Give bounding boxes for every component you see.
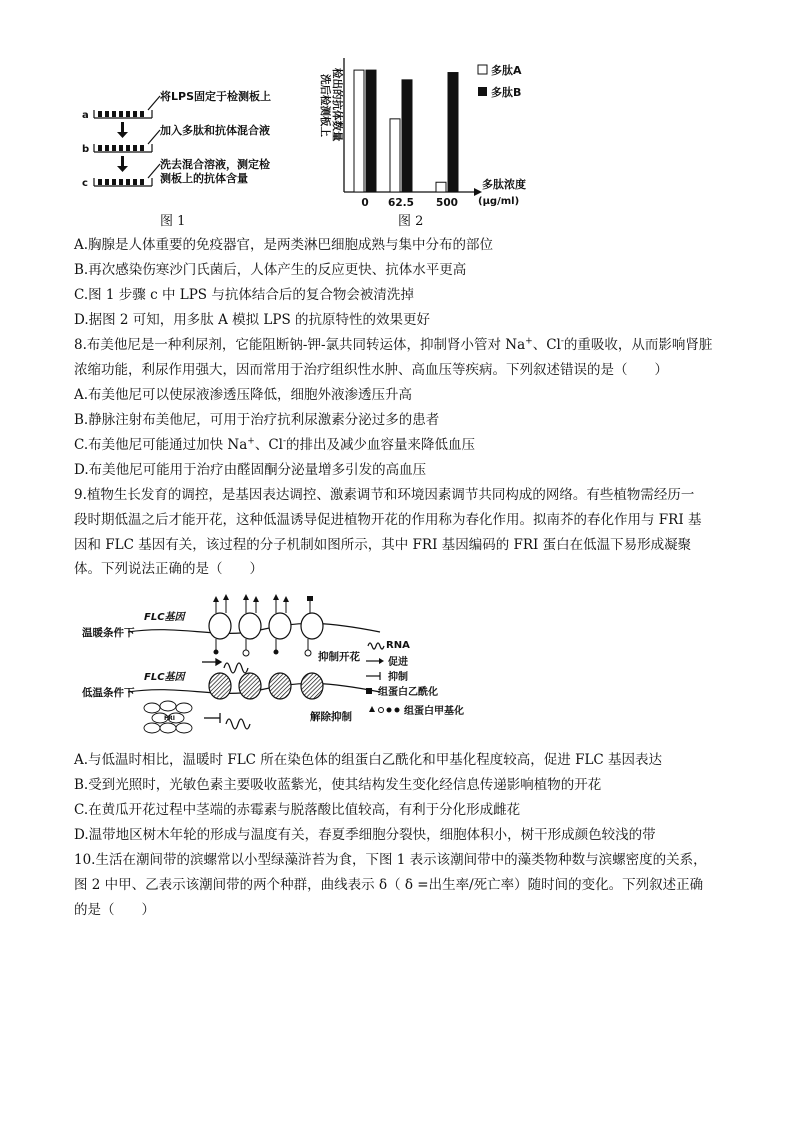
bar-a-2 bbox=[436, 182, 446, 192]
legend-rna-label: RNA bbox=[386, 640, 410, 651]
x-axis-label-line1: 多肽浓度 bbox=[482, 178, 526, 191]
q10-stem-line2: 图 2 中甲、乙表示该潮间带的两个种群，曲线表示 δ（ δ =出生率/死亡率）随时间的变化。下列叙述正确 bbox=[74, 877, 704, 893]
bar-b-2 bbox=[448, 73, 458, 192]
bar-a-0 bbox=[354, 70, 364, 192]
row-b-label: b bbox=[82, 144, 90, 155]
legend-promote-label: 促进 bbox=[388, 657, 408, 668]
q9-option-a: A.与低温时相比，温暖时 FLC 所在染色体的组蛋白乙酰化和甲基化程度较高，促进 FLC 基因表达 bbox=[74, 752, 663, 768]
x-tick-label: 62.5 bbox=[388, 197, 414, 209]
q10-stem-line3: 的是（ ） bbox=[74, 902, 155, 918]
figure-2-caption: 图 2 bbox=[398, 214, 424, 229]
row-a-label: a bbox=[82, 110, 89, 121]
fri-label: FRI bbox=[164, 715, 175, 722]
nucleosomes-cold bbox=[209, 673, 323, 699]
q9-stem-line2: 段时期低温之后才能开花，这种低温诱导促进植物开花的作用称为春化作用。拟南芥的春化作用与 FRI 基 bbox=[74, 512, 702, 528]
q8-stem-line2: 浓缩功能，利尿作用强大，因而常用于治疗组织性水肿、高血压等疾病。下列叙述错误的是（ ） bbox=[74, 362, 668, 378]
q9-stem-line4: 体。下列说法正确的是（ ） bbox=[74, 561, 263, 577]
figure-1-caption: 图 1 bbox=[160, 214, 186, 229]
q8-stem-line1: 8.布美他尼是一种利尿剂，它能阻断钠-钾-氯共同转运体，抑制肾小管对 Na+、Cl-的重吸收，从而影响肾脏 bbox=[74, 336, 713, 353]
y-axis-label-line1: 洗后检测板上 bbox=[319, 74, 331, 137]
bar-b-0 bbox=[366, 70, 376, 192]
cold-condition-label: 低温条件下 bbox=[82, 687, 135, 699]
figure-q9-vernalization-diagram bbox=[80, 588, 480, 738]
q7-option-d: D.据图 2 可知，用多肽 A 模拟 LPS 的抗原特性的效果更好 bbox=[74, 312, 431, 328]
nucleosomes-warm bbox=[209, 613, 323, 639]
q8-option-c: C.布美他尼可能通过加快 Na+、Cl-的排出及减少血容量来降低血压 bbox=[74, 436, 476, 453]
flc-gene-label-cold: FLC基因 bbox=[144, 672, 185, 683]
x-axis-label-line2: (μg/ml) bbox=[478, 196, 520, 207]
q8-option-a: A.布美他尼可以使尿液渗透压降低，细胞外液渗透压升高 bbox=[74, 387, 413, 403]
legend-label-a: 多肽A bbox=[491, 64, 522, 77]
release-inhibition-label: 解除抑制 bbox=[310, 711, 352, 723]
q9-option-b: B.受到光照时，光敏色素主要吸收蓝紫光，使其结构发生变化经信息传递影响植物的开花 bbox=[74, 777, 602, 793]
q7-option-c: C.图 1 步骤 c 中 LPS 与抗体结合后的复合物会被清洗掉 bbox=[74, 287, 414, 303]
bar-a-1 bbox=[390, 119, 400, 192]
step2-text: 加入多肽和抗体混合液 bbox=[160, 124, 270, 137]
row-c-label: c bbox=[82, 178, 88, 189]
inhibit-flowering-label: 抑制开花 bbox=[318, 651, 360, 663]
y-axis-label-line2: 检出的抗体数量 bbox=[331, 68, 343, 142]
legend-methylation-label: 组蛋白甲基化 bbox=[404, 706, 464, 717]
figure-1-lps-procedure bbox=[80, 80, 300, 200]
figure-2-bar-chart bbox=[306, 52, 556, 212]
q8-option-d: D.布美他尼可能用于治疗由醛固酮分泌量增多引发的高血压 bbox=[74, 462, 427, 478]
q9-option-c: C.在黄瓜开花过程中茎端的赤霉素与脱落酸比值较高，有利于分化形成雌花 bbox=[74, 802, 521, 818]
q9-option-d: D.温带地区树木年轮的形成与温度有关，春夏季细胞分裂快，细胞体积小，树干形成颜色较浅的带 bbox=[74, 827, 656, 843]
q9-stem-line1: 9.植物生长发育的调控，是基因表达调控、激素调节和环境因素调节共同构成的网络。有些植物需经历一 bbox=[74, 487, 695, 503]
flc-gene-label-warm: FLC基因 bbox=[144, 612, 185, 623]
q9-stem-line3: 因和 FLC 基因有关，该过程的分子机制如图所示，其中 FRI 基因编码的 FRI 蛋白在低温下易形成凝聚 bbox=[74, 537, 692, 553]
q7-option-a: A.胸腺是人体重要的免疫器官，是两类淋巴细胞成熟与集中分布的部位 bbox=[74, 237, 494, 253]
q10-stem-line1: 10.生活在潮间带的滨螺常以小型绿藻浒苔为食，下图 1 表示该潮间带中的藻类物种数与滨螺密度的关系， bbox=[74, 852, 707, 868]
legend-acetylation-label: 组蛋白乙酰化 bbox=[378, 687, 438, 698]
legend-label-b: 多肽B bbox=[491, 86, 522, 99]
step1-text: 将LPS固定于检测板上 bbox=[160, 90, 271, 103]
step3-text-line2: 测板上的抗体含量 bbox=[160, 172, 248, 185]
legend-inhibit-label: 抑制 bbox=[388, 672, 408, 683]
x-tick-label: 500 bbox=[436, 197, 458, 209]
bar-b-1 bbox=[402, 80, 412, 192]
x-tick-label: 0 bbox=[361, 197, 369, 209]
step3-text-line1: 洗去混合溶液，测定检 bbox=[160, 158, 270, 171]
q7-option-b: B.再次感染伤寒沙门氏菌后，人体产生的反应更快、抗体水平更高 bbox=[74, 262, 467, 278]
warm-condition-label: 温暖条件下 bbox=[82, 627, 135, 639]
q8-option-b: B.静脉注射布美他尼，可用于治疗抗利尿激素分泌过多的患者 bbox=[74, 412, 440, 428]
